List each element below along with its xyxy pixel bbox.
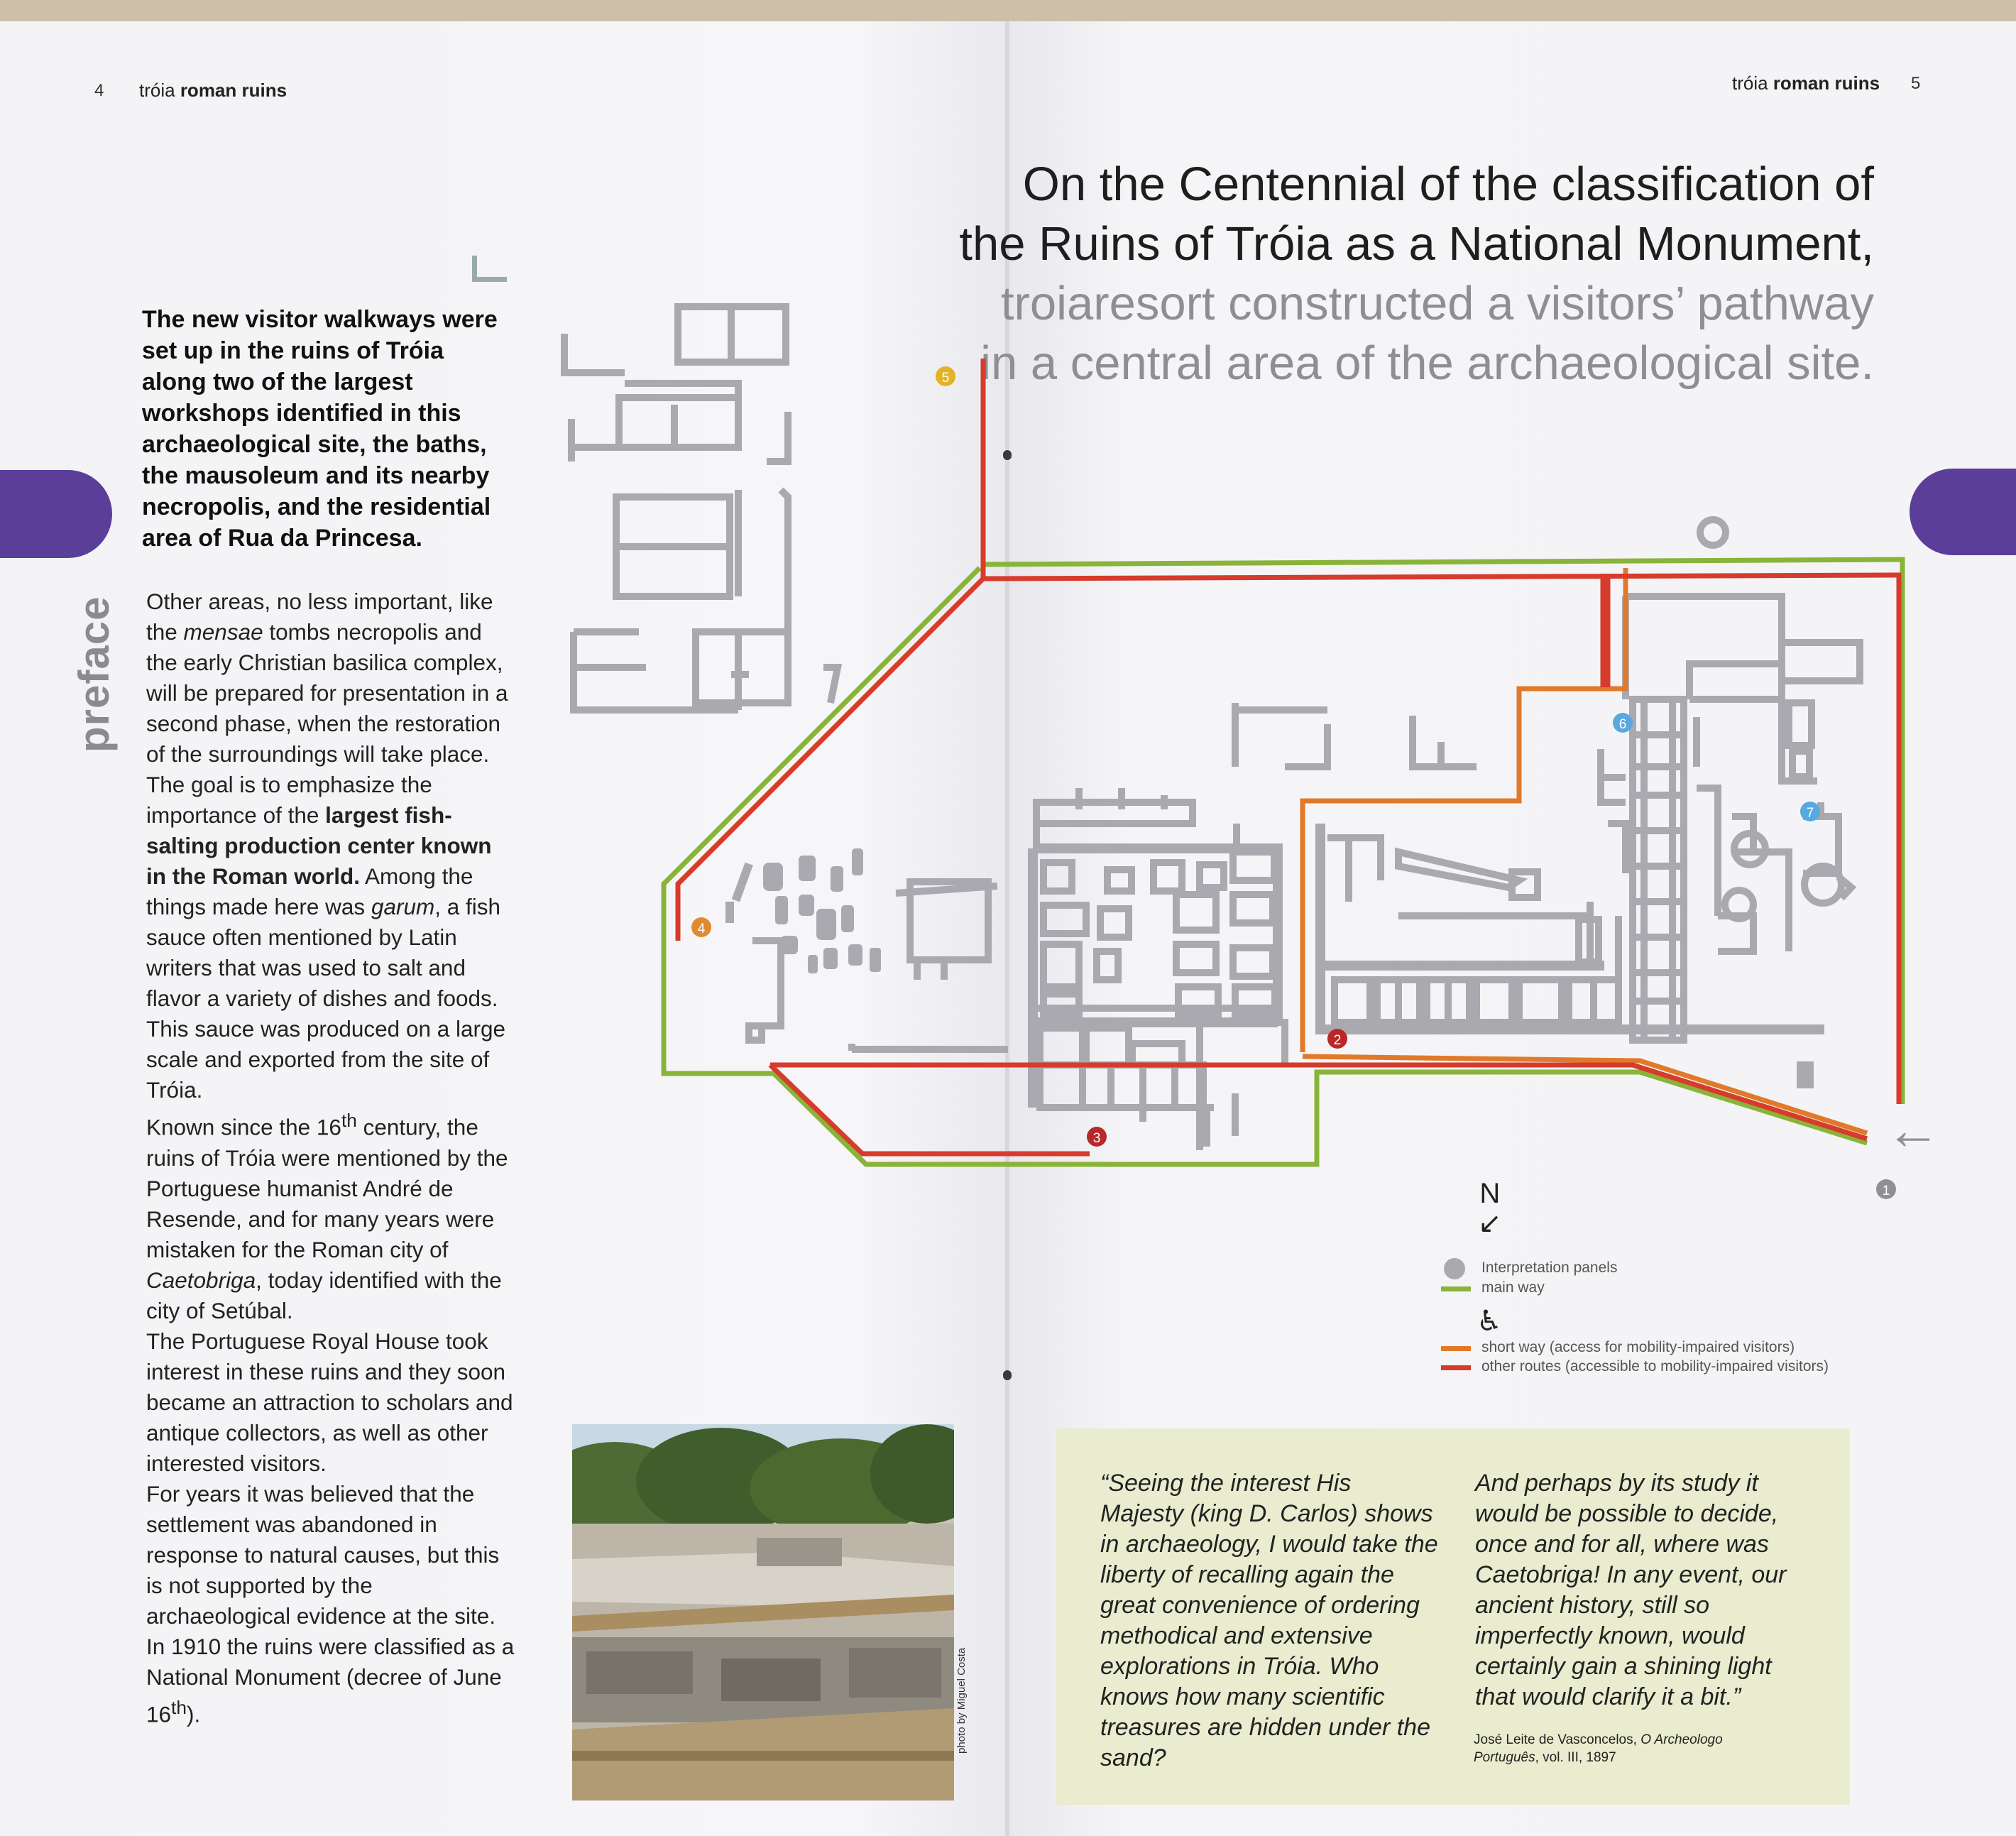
header-title: roman ruins — [180, 80, 287, 101]
quote-citation: José Leite de Vasconcelos, O Archeologo Português, vol. III, 1897 — [1474, 1732, 1723, 1765]
body-paragraph: Known since the 16th century, the ruins of Tróia were mentioned by the Portuguese humanist André de Resende, and for many years were mistaken for the Roman city of Caetobriga, today identified with the city of Setúbal. — [146, 1110, 508, 1323]
svg-text:3: 3 — [1092, 1131, 1101, 1146]
entrance-arrow-icon: ← — [1885, 1098, 1941, 1161]
compass-letter: N — [1479, 1178, 1501, 1209]
header-prefix: tróia — [139, 80, 175, 101]
wheelchair-icon: ♿ — [1477, 1306, 1502, 1337]
svg-text:6: 6 — [1618, 717, 1627, 732]
compass-arrow-icon: ↙ — [1478, 1208, 1502, 1239]
panel-dot-icon — [1444, 1258, 1465, 1279]
svg-text:4: 4 — [697, 922, 706, 936]
marker-7[interactable] — [1800, 802, 1820, 821]
marker-4[interactable] — [691, 917, 711, 937]
header-title: roman ruins — [1773, 72, 1880, 94]
legend-main: main way — [1481, 1279, 1545, 1296]
legend-other-swatch — [1441, 1365, 1471, 1370]
legend-panels: Interpretation panels — [1481, 1259, 1618, 1276]
svg-text:1: 1 — [1882, 1184, 1890, 1198]
quote-column-1: “Seeing the interest His Majesty (king D. Carlos) shows in archaeology, I would take the liberty of recalling again the great convenience of ordering methodical and extensive explorations in Tróia. Who knows how many scientific treasures are hidden under the sand? — [1100, 1470, 1438, 1771]
body-paragraph: Other areas, no less important, like the mensae tombs necropolis and the early Christian basilica complex, will be prepared for presentation in a second phase, when the restoration of the surroundings will take place. — [146, 589, 508, 767]
legend-short-swatch — [1441, 1346, 1471, 1351]
svg-text:2: 2 — [1333, 1033, 1342, 1048]
legend-main-swatch — [1441, 1286, 1471, 1291]
section-label: preface — [70, 596, 118, 753]
map-markers — [691, 366, 1896, 1199]
quote-column-2: And perhaps by its study it would be possible to decide, once and for all, where was Caetobriga! In any event, our ancient history, still so imperfectly known, would certainly gain a shining light that would clarify it a bit.” — [1475, 1470, 1787, 1710]
headline-grey: troiaresort constructed a visitors’ pathway in a central area of the archaeological site. — [980, 277, 1874, 390]
body-paragraph: The goal is to emphasize the importance of the largest fish-salting production center known in the Roman world. Among the things made here was garum, a fish sauce often mentioned by Latin writers that was used to salt and flavor a variety of dishes and foods. This sauce was produced on a large scale and exported from the site of Tróia. — [146, 772, 506, 1103]
body-paragraph: The Portuguese Royal House took interest in these ruins and they soon became an attraction to scholars and antique collectors, as well as other interested visitors. — [146, 1328, 513, 1476]
marker-2[interactable] — [1327, 1029, 1347, 1049]
body-paragraph: For years it was believed that the settlement was abandoned in response to natural causes, but this is not supported by the archaeological evidence at the site. — [146, 1480, 500, 1629]
photo-credit: photo by Miguel Costa — [955, 1647, 968, 1754]
right-page-number: 5 — [1911, 74, 1921, 93]
marker-6[interactable] — [1613, 713, 1633, 733]
marker-1[interactable] — [1876, 1179, 1896, 1199]
left-page-number: 4 — [94, 81, 104, 100]
header-prefix: tróia — [1732, 72, 1768, 94]
ruins-walls — [564, 307, 1860, 1150]
marker-5[interactable] — [936, 366, 955, 386]
body-paragraph: In 1910 the ruins were classified as a National Monument (decree of June 16th). — [146, 1633, 515, 1727]
legend-short: short way (access for mobility-impaired visitors) — [1481, 1339, 1795, 1355]
north-compass — [1478, 1179, 1502, 1238]
intro-paragraph: The new visitor walkways were set up in the ruins of Tróia along two of the largest workshops identified in this archaeological site, the baths, the mausoleum and its nearby necropolis, and the residential area of Rua da Princesa. — [142, 306, 498, 552]
legend-other: other routes (accessible to mobility-impaired visitors) — [1481, 1358, 1829, 1375]
marker-3[interactable] — [1087, 1127, 1107, 1147]
headline-dark: On the Centennial of the classification of the Ruins of Tróia as a National Monument, — [959, 158, 1874, 271]
svg-text:7: 7 — [1806, 806, 1814, 821]
svg-text:5: 5 — [941, 371, 950, 386]
